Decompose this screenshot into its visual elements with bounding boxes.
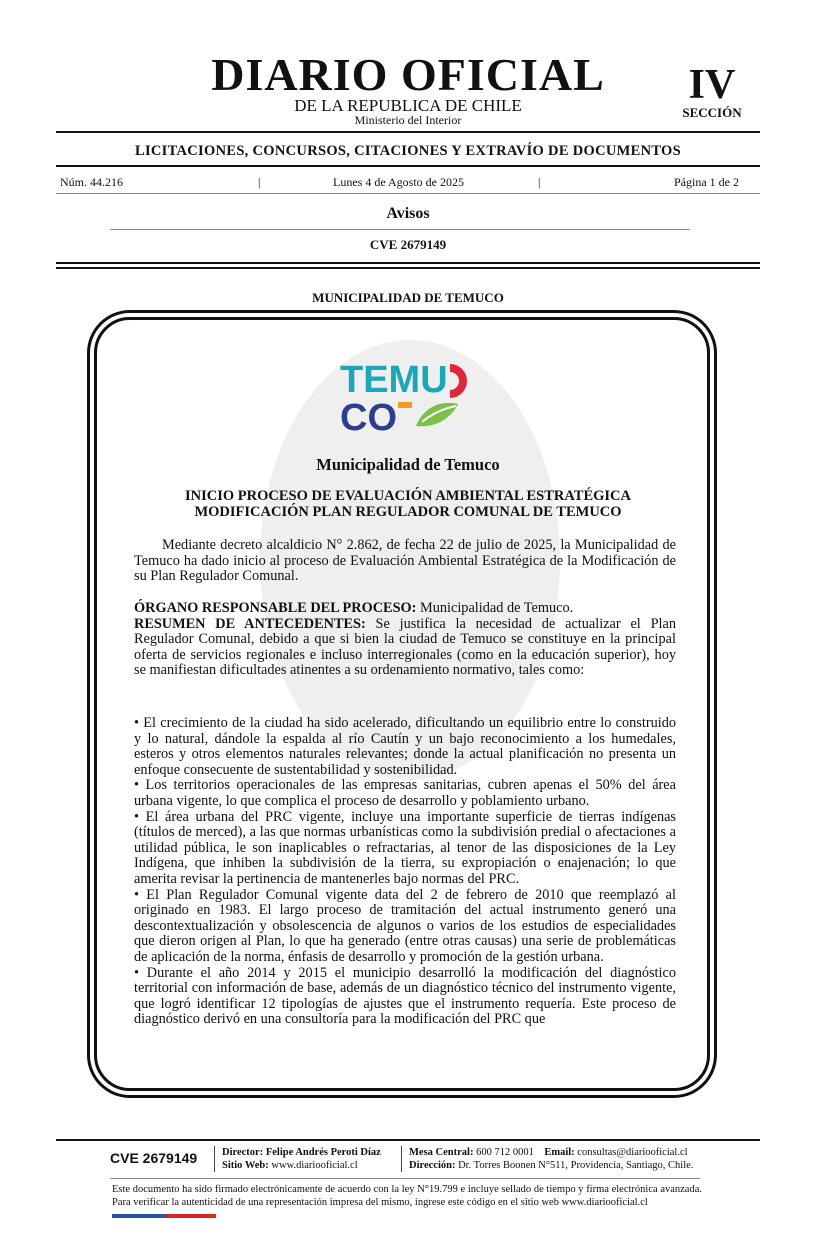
divider: [56, 262, 760, 264]
central-label: Mesa Central:: [409, 1147, 474, 1158]
divider: [56, 165, 760, 167]
email-value[interactable]: consultas@diariooficial.cl: [577, 1147, 688, 1158]
issue-date: Lunes 4 de Agosto de 2025: [333, 175, 464, 189]
footer-director-block: [222, 1147, 402, 1172]
central-value: 600 712 0001: [476, 1147, 534, 1158]
cve-code: CVE 2679149: [369, 237, 447, 252]
bullet-item: • Durante el año 2014 y 2015 el municipio desarrolló la modificación del diagnóstico territorial con información de base, además de un diagnóstico técnico del instrumento vigente, que logró identificar 12 tipologías de ajustes que el instrumento requería. Este proceso de diagnóstico derivó en una consultoría para la modificación del PRC que: [134, 964, 676, 1028]
summary-label: RESUMEN DE ANTECEDENTES:: [134, 615, 366, 632]
divider: [56, 131, 760, 133]
masthead-subtitle: DE LA REPUBLICA DE CHILE: [294, 96, 522, 115]
temuco-logo: [338, 358, 478, 436]
temuco-logo-leaf-icon: [416, 403, 458, 426]
footer-divider: [110, 1178, 700, 1179]
page-indicator: Página 1 de 2: [674, 175, 739, 189]
bullet-item: • El Plan Regulador Comunal vigente data del 2 de febrero de 2010 que reemplazó al originado en 1983. El largo proceso de tramitación del actual instrumento generó una descontextualización y obsolescencia de algunos o varios de los estudios de especialidades que dieron origen al Plan, lo que ha generado (entre otras causas) una serie de problemáticas de aplicación de la norma, énfasis de desarrollo y promoción de la gestión urbana.: [134, 886, 676, 965]
notice-title-line1: INICIO PROCESO DE EVALUACIÓN AMBIENTAL ESTRATÉGICA: [185, 488, 631, 504]
divider: [110, 229, 690, 230]
flag-stripe-red: [166, 1214, 216, 1218]
site-label: Sitio Web:: [222, 1159, 269, 1171]
flag-stripe-blue: [112, 1214, 166, 1218]
footer-contact-block: [409, 1147, 709, 1172]
intro-paragraph: Mediante decreto alcaldicio N° 2.862, de fecha 22 de julio de 2025, la Municipalidad de Temuco ha dado inicio al proceso de Evaluación Ambiental Estratégica de la Modificación de su Plan Regulador Comunal.: [134, 537, 676, 585]
bullet-item: • El crecimiento de la ciudad ha sido acelerado, dificultando un equilibrio entre lo construido y lo natural, dándole la espalda al río Cautín y un bajo reconocimiento a los humedales, esteros y otros elementos naturales relevantes; donde la actual planificación no presenta un enfoque consecuente de sustentabilidad y sostenibilidad.: [134, 715, 676, 778]
meta-separator: |: [258, 175, 261, 189]
notice-title-line2: MODIFICACIÓN PLAN REGULADOR COMUNAL DE TEMUCO: [194, 504, 622, 520]
footer-cve: CVE 2679149: [110, 1150, 198, 1166]
logo-text-line1: TEMU: [340, 359, 448, 401]
address-value: Dr. Torres Boonen N°511, Providencia, Santiago, Chile.: [458, 1159, 694, 1171]
issue-number: Núm. 44.216: [60, 175, 123, 189]
notice-organ-summary: [134, 601, 676, 679]
footer-divider: [56, 1139, 760, 1141]
notice-intro: [134, 538, 676, 585]
masthead-title: DIARIO OFICIAL: [211, 49, 605, 100]
municipality-header: MUNICIPALIDAD DE TEMUCO: [312, 290, 504, 305]
footer-legal: Este documento ha sido firmado electrónicamente de acuerdo con la ley N°19.799 e incluye sellado de tiempo y firma electrónica avanzada. Para verificar la autenticidad de una representación impresa del mismo, ingrese este código en el sitio web www.diariooficial.cl: [112, 1184, 702, 1208]
notice-bullets: [134, 716, 676, 1028]
address-label: Dirección:: [409, 1159, 456, 1171]
footer-separator: [401, 1146, 402, 1172]
director-label: Director:: [222, 1147, 264, 1158]
bullet-item: • El área urbana del PRC vigente, incluye una importante superficie de tierras indígenas (títulos de merced), a las que normas urbanísticas como la subdivisión predial o afectaciones a utilidad pública, le son inaplicables o refractarias, al tenor de las disposiciones de la Ley Indígena, que inhiben la subdivisión de la tierra, su expropiación o enajenación; lo que amerita revisar la pertinencia de mantenerles bajo normas del PRC.: [134, 808, 676, 887]
avisos-heading: Avisos: [386, 205, 430, 222]
logo-text-line2: CO: [340, 397, 397, 436]
summary-paragraph: [134, 617, 676, 679]
organ-paragraph: [134, 601, 676, 617]
divider: [56, 267, 760, 269]
site-value[interactable]: www.diariooficial.cl: [271, 1159, 358, 1171]
municipality-name: Municipalidad de Temuco: [316, 455, 500, 474]
organ-label: ÓRGANO RESPONSABLE DEL PROCESO:: [134, 600, 417, 616]
masthead-ministry: Ministerio del Interior: [354, 113, 462, 127]
divider: [56, 193, 760, 194]
bullet-item: • Los territorios operacionales de las empresas sanitarias, cubren apenas el 50% del área urbana vigente, lo que complica el proceso de desarrollo y poblamiento urbano.: [134, 777, 676, 809]
section-title: LICITACIONES, CONCURSOS, CITACIONES Y EXTRAVÍO DE DOCUMENTOS: [134, 143, 681, 159]
director-value: Felipe Andrés Peroti Díaz: [265, 1147, 381, 1158]
footer-separator: [214, 1146, 215, 1172]
summary-value: Se justifica la necesidad de actualizar el Plan Regulador Comunal, debido a que si bien la ciudad de Temuco se constituye en la principal oferta de servicios regionales e incluso interregionales (como en la educación superior), hoy se manifiestan dificultades atinentes a su ordenamiento normativo, tales como:: [134, 615, 676, 679]
meta-separator: |: [538, 175, 541, 189]
section-label: SECCIÓN: [682, 105, 742, 120]
email-label: Email:: [544, 1147, 575, 1158]
notice-title: [134, 488, 682, 520]
organ-value: Municipalidad de Temuco.: [416, 600, 574, 616]
section-number: IV: [688, 62, 736, 108]
